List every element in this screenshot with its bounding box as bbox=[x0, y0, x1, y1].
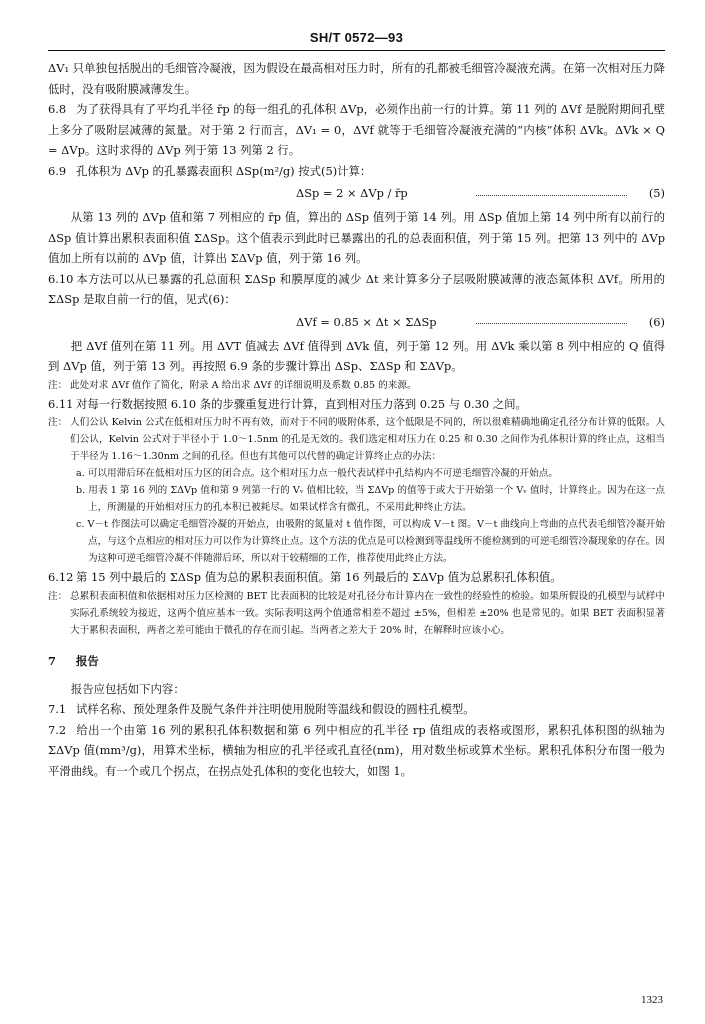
formula-expression: ΔVf = 0.85 × Δt × ΣΔSp bbox=[296, 314, 437, 329]
note-label: 注： bbox=[48, 590, 68, 602]
header-rule bbox=[48, 50, 665, 51]
clause-6-11 bbox=[48, 394, 665, 415]
clause-text: 本方法可以从已暴露的孔总面积 ΣΔSp 和膜厚度的减少 Δt 来计算多分子层吸附膜减薄的液态氮体积 ΔVf。所用的 ΣΔSp 是取自前一行的值，见式(6)： bbox=[48, 271, 665, 306]
formula-5 bbox=[48, 183, 665, 203]
clause-7-2 bbox=[48, 720, 665, 782]
formula-leader-dots bbox=[476, 185, 627, 196]
formula-leader-dots bbox=[476, 313, 627, 324]
clause-number: 6.8 bbox=[48, 102, 67, 116]
note-item-b: b. 用表 1 第 16 列的 ΣΔVp 值和第 9 列第一行的 Vᵥ 值相比较，当 ΣΔVp 的值等于或大于开始第一个 Vᵥ 值时，计算终止。因为在这一点上，所测量的开始相对压力的孔本积已被耗尽。如果试样含有微孔，不采用此种终止方法。 bbox=[76, 485, 665, 513]
note-label: 注： bbox=[48, 379, 68, 391]
clause-text: 为了获得具有了平均孔半径 r̄p 的每一组孔的孔体积 ΔVp，必须作出前一行的计算。第 11 列的 ΔVf 是脱附期间孔壁上多分了吸附层减薄的氮量。对于第 2 行而言，ΔV₁ = 0，ΔVf 就等于毛细管冷凝液充满的“内核”体积 ΔVk。ΔVk × Q = ΔVp。这时求得的 ΔVp 列于第 13 列第 2 行。 bbox=[48, 102, 665, 157]
clause-number: 7.2 bbox=[48, 722, 67, 737]
page-header-standard-code: SH/T 0572—93 bbox=[309, 30, 404, 45]
clause-number: 6.12 bbox=[48, 570, 74, 584]
note-item-a: a. 可以用滞后环在低相对压力区的闭合点。这个相对压力点一般代表试样中孔结构内不可逆毛细管冷凝的开始点。 bbox=[76, 468, 558, 479]
clause-text: 孔体积为 ΔVp 的孔暴露表面积 ΔSp(m²/g) 按式(5)计算： bbox=[76, 163, 372, 178]
section-title: 报告 bbox=[76, 653, 99, 668]
note-item-c: c. V－t 作图法可以确定毛细管冷凝的开始点，由吸附的氮量对 t 值作图，可以构成 V－t 图。V－t 曲线向上弯曲的点代表毛细管冷凝开始点，与这个点相应的相对压力可以作为计算终止点。这个方法的优点是可以检测到等温线所不能检测到的可逆毛细管冷凝现象的存在。因为这种可逆毛细管冷凝不伴随滞后环，所以对于较精细的工作，推荐使用此终止方法。 bbox=[76, 519, 665, 564]
clause-7-1 bbox=[48, 699, 665, 720]
note-label: 注： bbox=[48, 417, 68, 428]
paragraph-delta-v1: ΔV₁ 只单独包括脱出的毛细管冷凝液，因为假设在最高相对压力时，所有的孔都被毛细管冷凝液充满。在第一次相对压力降低时，没有吸附膜减薄发生。 bbox=[48, 61, 665, 96]
clause-text: 试样名称、预处理条件及脱气条件并注明使用脱附等温线和假设的圆柱孔模型。 bbox=[76, 702, 475, 716]
clause-6-8 bbox=[48, 99, 665, 161]
note-text: 人们公认 Kelvin 公式在低相对压力时不再有效，而对于不同的吸附体系，这个低限是不同的，所以很难精确地确定孔径分布计算的低限。人们公认，Kelvin 公式对于半径小于 1.0～1.5nm 的孔是无效的。我们选定相对压力在 0.25 和 0.30 之间作为孔体积计算的终止点，这相当于半径为 1.16～1.30nm 之间的孔径。但也有其他可以代替的确定计算终止点的办法： bbox=[70, 417, 665, 462]
clause-6-9 bbox=[48, 161, 665, 182]
clause-text: 对每一行数据按照 6.10 条的步骤重复进行计算，直到相对压力落到 0.25 与 0.30 之间。 bbox=[76, 396, 527, 411]
page-number: 1323 bbox=[641, 994, 663, 1006]
paragraph-6-9-cont: 从第 13 列的 ΔVp 值和第 7 列相应的 r̄p 值，算出的 ΔSp 值列于第 14 列。用 ΔSp 值加上第 14 列中所有以前行的 ΔSp 值计算出累积表面积值 ΣΔSp。这个值表示到此时已暴露出的孔的总表面积值，列于第 15 列。把第 13 列中的 ΔVp 值加上所有以前的 ΔVp 值，计算出 ΣΔVp 值，列于第 16 列。 bbox=[48, 210, 665, 265]
clause-6-12 bbox=[48, 567, 665, 588]
formula-number: (5) bbox=[648, 186, 665, 200]
formula-number: (6) bbox=[648, 314, 665, 329]
formula-6 bbox=[48, 312, 665, 332]
clause-number: 6.10 bbox=[48, 271, 74, 286]
section-7-heading bbox=[48, 651, 665, 671]
note-text: 此处对求 ΔVf 值作了简化，附录 A 给出求 ΔVf 的详细说明及系数 0.85 的来源。 bbox=[70, 379, 417, 391]
clause-6-10 bbox=[48, 269, 665, 310]
formula-expression: ΔSp = 2 × ΔVp / r̄p bbox=[296, 186, 408, 200]
clause-text: 第 15 列中最后的 ΣΔSp 值为总的累积表面积值。第 16 列最后的 ΣΔVp 值为总累积孔体积值。 bbox=[76, 570, 562, 584]
note-text: 总累积表面积值和依据相对压力区检测的 BET 比表面积的比较是对孔径分布计算内在一致性的经验性的检验。如果所假设的孔模型与试样中实际孔系统较为接近，这两个值应基本一致。实际表明这两个值通常相差不超过 ±5%，但相差 ±20% 也是常见的。如果 BET 表面积显著大于累积表面积，两者之差可能由于微孔的存在而引起。当两者之差大于 20% 时，在解释时应该小心。 bbox=[70, 590, 665, 636]
note-6-12 bbox=[48, 588, 665, 639]
section-7-intro: 报告应包括如下内容： bbox=[70, 681, 185, 696]
document-body bbox=[48, 58, 665, 781]
clause-number: 7.1 bbox=[48, 702, 67, 716]
note-6-10 bbox=[48, 377, 665, 394]
paragraph-6-10-cont: 把 ΔVf 值列在第 11 列。用 ΔVT 值减去 ΔVf 值得到 ΔVk 值，列于第 12 列。用 ΔVk 乘以第 8 列中相应的 Q 值得到 ΔVp 值，列于第 13 列。再按照 6.9 条的步骤计算出 ΔSp、ΣΔSp 和 ΣΔVp。 bbox=[48, 338, 665, 373]
clause-text: 给出一个由第 16 列的累积孔体积数据和第 6 列中相应的孔半径 rp 值组成的表格或图形，累积孔体积图的纵轴为 ΣΔVp 值(mm³/g)，用算术坐标，横轴为相应的孔半径或孔直径(nm)，用对数坐标或算术坐标。累积孔体积分布图一般为平滑曲线。有一个或几个拐点，在拐点处孔体积的变化也较大，如图 1。 bbox=[48, 722, 665, 778]
section-number: 7 bbox=[48, 653, 56, 668]
clause-number: 6.9 bbox=[48, 163, 67, 178]
clause-number: 6.11 bbox=[48, 396, 74, 411]
note-6-11 bbox=[48, 414, 665, 465]
